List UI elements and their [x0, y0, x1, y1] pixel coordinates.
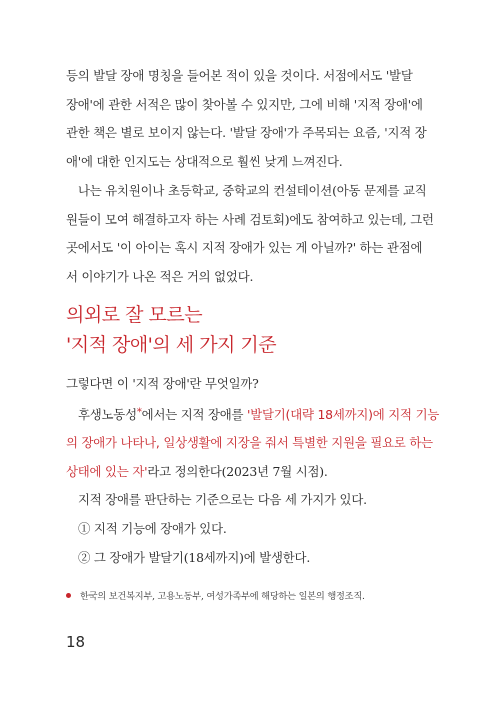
paragraph-developmental-disability	[66, 62, 432, 176]
heading-line: '지적 장애'의 세 가지 기준	[66, 334, 277, 356]
footnote-text: 한국의 보건복지부, 고용노동부, 여성가족부에 해당하는 일본의 행정조직.	[80, 591, 365, 602]
section-heading	[66, 300, 432, 360]
footnote-bullet-icon	[66, 593, 71, 598]
text-line: 애'에 대한 인지도는 상대적으로 훨씬 낮게 느껴진다.	[66, 153, 343, 169]
text-line: 곳에서도 '이 아이는 혹시 지적 장애가 있는 게 아닐까?' 하는 관점에	[66, 240, 423, 256]
footnote-marker: *	[136, 406, 142, 418]
definition-tail: 라고 정의한다(2023년 7월 시점).	[147, 463, 328, 479]
ministry-name: 후생노동성	[78, 406, 137, 422]
definition-line	[66, 399, 440, 430]
definition-highlight: 의 장애가 나타나, 일상생활에 지장을 줘서 특별한 지원을 필요로 하는	[66, 435, 433, 451]
definition-highlight: 상태에 있는 자'	[66, 463, 148, 479]
text-line: 나는 유치원이나 초등학교, 중학교의 컨설테이션(아동 문제를 교직	[78, 183, 427, 198]
text-line: 서 이야기가 나온 적은 거의 없었다.	[66, 268, 254, 284]
question-line: 그렇다면 이 '지적 장애'란 무엇일까?	[66, 376, 259, 391]
definition-line	[66, 458, 432, 487]
text-line: 등의 발달 장애 명칭을 들어본 적이 있을 것이다. 서점에서도 '발달	[66, 68, 413, 83]
text-line: 관한 책은 별로 보이지 않는다. '발달 장애'가 주목되는 요즘, '지적 장	[66, 125, 427, 141]
criterion-2: ② 그 장애가 발달기(18세까지)에 발생한다.	[78, 549, 311, 565]
text-line: 원들이 모여 해결하고자 하는 사례 검토회)에도 참여하고 있는데, 그런	[66, 211, 434, 227]
text-line: 장애'에 관한 서적은 많이 찾아볼 수 있지만, 그에 비해 '지적 장애'에	[66, 96, 423, 112]
definition-intro: 에서는 지적 장애를	[141, 406, 248, 422]
heading-line: 의외로 잘 모르는	[66, 304, 203, 326]
criteria-intro: 지적 장애를 판단하는 기준으로는 다음 세 가지가 있다.	[78, 492, 367, 508]
paragraph-consultation	[66, 177, 432, 291]
definition-highlight: '발달기(대략 18세까지)에 지적 기능	[247, 406, 440, 422]
footnote	[66, 588, 446, 602]
page-number: 18	[66, 633, 86, 651]
criterion-1: ① 지적 기능에 장애가 있다.	[78, 520, 227, 536]
paragraph-definition	[66, 370, 440, 572]
